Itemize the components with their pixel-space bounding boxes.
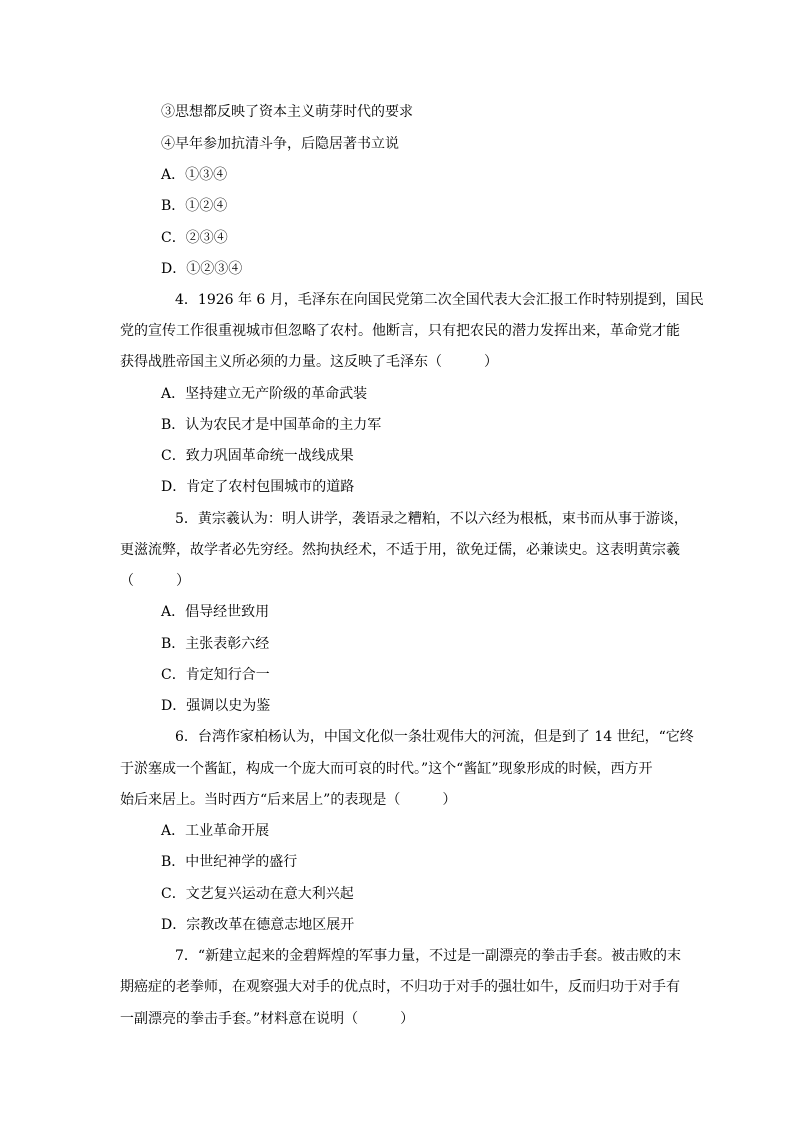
q6-stem-line-1: 6．台湾作家柏杨认为，中国文化似一条壮观伟大的河流，但是到了 14 世纪，“它终 [175, 729, 694, 745]
prev-item-3: ③思想都反映了资本主义萌芽时代的要求 [161, 104, 413, 120]
q6-option-d: D．宗教改革在德意志地区展开 [161, 917, 355, 933]
q7-stem-line-2: 期癌症的老拳师，在观察强大对手的优点时，不归功于对手的强壮如牛，反而归功于对手有 [120, 979, 680, 995]
q4-option-b: B．认为农民才是中国革命的主力军 [161, 417, 382, 433]
prev-option-b: B．①②④ [161, 198, 228, 214]
q4-option-c: C．致力巩固革命统一战线成果 [161, 448, 354, 464]
q5-stem-line-2: 更滋流弊，故学者必先穷经。然拘执经术，不适于用，欲免迂儒，必兼读史。这表明黄宗羲 [120, 542, 680, 558]
prev-option-c: C．②③④ [161, 230, 228, 246]
q6-option-b: B．中世纪神学的盛行 [161, 854, 298, 870]
q5-option-a: A．倡导经世致用 [161, 604, 270, 620]
q4-stem-line-2: 党的宣传工作很重视城市但忽略了农村。他断言，只有把农民的潜力发挥出来，革命党才能 [120, 323, 680, 339]
q5-stem-line-1: 5．黄宗羲认为：明人讲学，袭语录之糟粕，不以六经为根柢，束书而从事于游谈， [175, 511, 688, 527]
q7-stem-line-3: 一副漂亮的拳击手套。”材料意在说明（ ） [120, 1011, 415, 1027]
q4-stem-line-1: 4．1926 年 6 月，毛泽东在向国民党第二次全国代表大会汇报工作时特别提到，国民 [175, 292, 704, 308]
prev-item-4: ④早年参加抗清斗争，后隐居著书立说 [161, 136, 399, 152]
q6-option-c: C．文艺复兴运动在意大利兴起 [161, 886, 354, 902]
prev-option-d: D．①②③④ [161, 261, 243, 277]
q5-stem-line-3: （ ） [120, 573, 190, 589]
prev-option-a: A．①③④ [161, 167, 228, 183]
q6-option-a: A．工业革命开展 [161, 823, 270, 839]
q6-stem-line-2: 于淤塞成一个酱缸，构成一个庞大而可哀的时代。”这个“酱缸”现象形成的时候，西方开 [120, 761, 653, 777]
q7-stem-line-1: 7．“新建立起来的金碧辉煌的军事力量，不过是一副漂亮的拳击手套。被击败的末 [175, 948, 682, 964]
q5-option-c: C．肯定知行合一 [161, 667, 270, 683]
q4-option-a: A．坚持建立无产阶级的革命武装 [161, 386, 368, 402]
q6-stem-line-3: 始后来居上。当时西方“后来居上”的表现是（ ） [120, 792, 457, 808]
q5-option-b: B．主张表彰六经 [161, 636, 270, 652]
q4-stem-line-3: 获得战胜帝国主义所必须的力量。这反映了毛泽东（ ） [120, 354, 498, 370]
q5-option-d: D．强调以史为鉴 [161, 698, 271, 714]
q4-option-d: D．肯定了农村包围城市的道路 [161, 479, 355, 495]
